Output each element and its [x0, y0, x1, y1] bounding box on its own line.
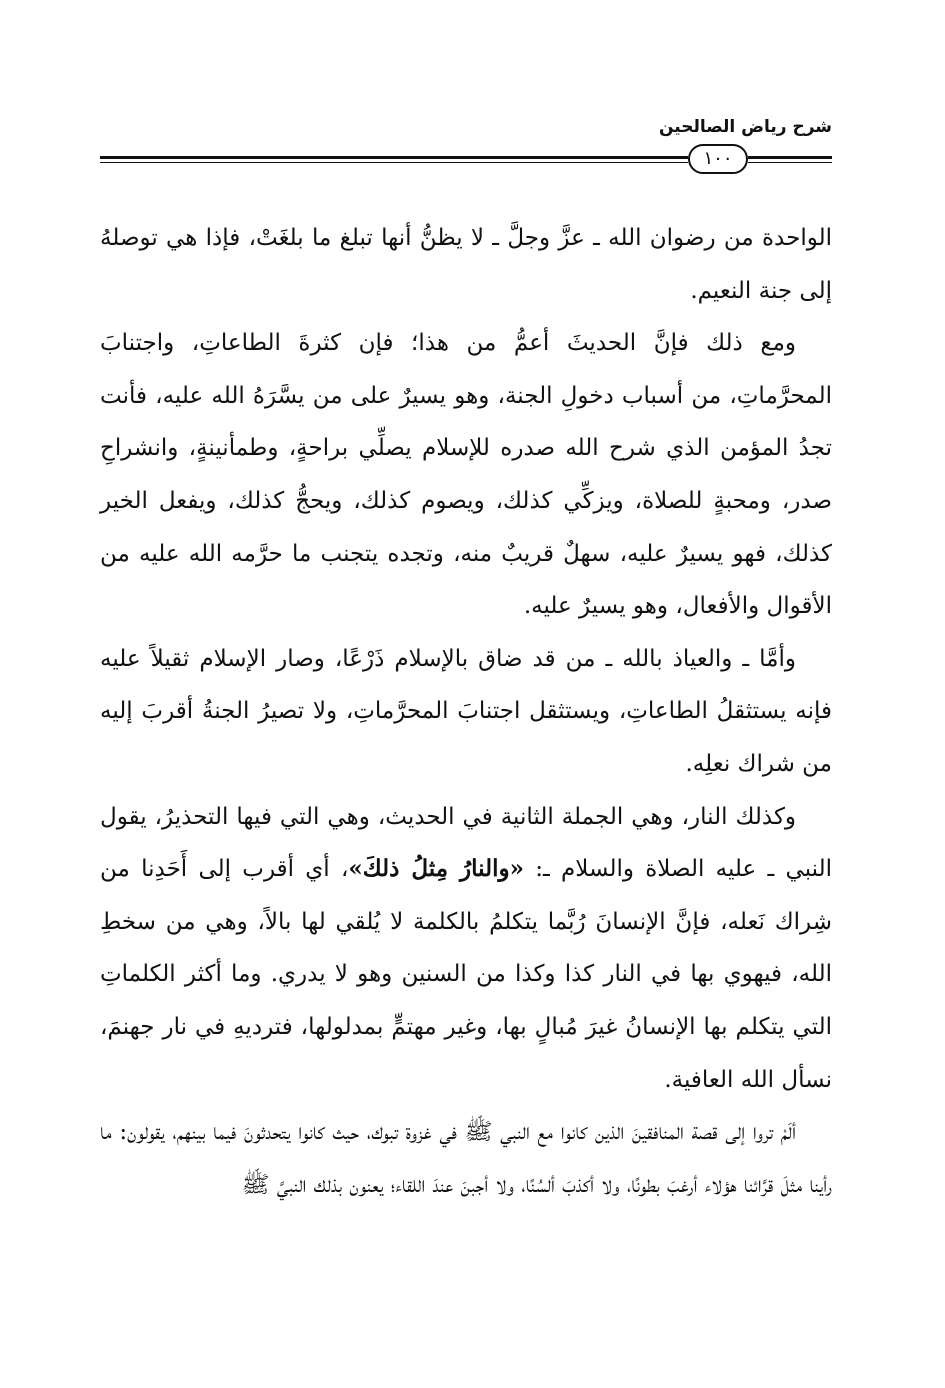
header-rule [100, 142, 832, 176]
rule-right-thin [748, 162, 832, 163]
paragraph-4 [100, 791, 832, 1107]
paragraph-3: وأمَّا ـ والعياذ بالله ـ من قد ضاق بالإسلام ذَرْعًا، وصار الإسلام ثقيلاً عليه فإنه يستثقلُ الطاعاتِ، ويستثقل اجتنابَ المحرَّماتِ، ولا تصيرُ الجنةُ أقربَ إليه من شراك نعلِه. [100, 645, 832, 777]
running-title: شرح رياض الصالحين [658, 117, 832, 137]
paragraph-4-after: ، أي أقرب إلى أَحَدِنا من شِراك نَعله، فإنَّ الإنسانَ رُبَّما يتكلمُ بالكلمة لا يُلقي لها بالاً، وهي من سخطِ الله، فيهوي بها في النار كذا وكذا من السنين وهو لا يدري. وما أكثر الكلماتِ التي يتكلم بها الإنسانُ غيرَ مُبالٍ بها، وغير مهتمٍّ بمدلولها، فترديهِ في نار جهنمَ، نسأل الله العافية. [100, 856, 832, 1093]
hadith-quote: «والنارُ مِثلُ ذلكَ» [348, 855, 524, 883]
paragraph-5: ألَمْ تروا إلى قصة المنافقينَ الذين كانوا مع النبي ﷺ في غزوة تبوك، حيث كانوا يتحدثونَ فيما بينهم، يقولون: ما رأينا مثلَ قرَّائنا هؤلاء أرغبَ بطونًا، ولا أكذبَ ألسُنًا، ولا أجبنَ عندَ اللقاء؛ يعنون بذلك النبيَّ ﷺ [100, 1119, 832, 1198]
paragraph-4-before: وكذلك النار، وهي الجملة الثانية في الحديث، وهي التي فيها التحذيرُ، يقول النبي ـ عليه الصلاة والسلام ـ: [100, 803, 832, 883]
rule-left-thick [100, 156, 688, 159]
paragraph-2: ومع ذلك فإنَّ الحديثَ أعمُّ من هذا؛ فإن كثرةَ الطاعاتِ، واجتنابَ المحرَّماتِ، من أسباب دخولِ الجنة، وهو يسيرٌ على من يسَّرَهُ الله عليه، فأنت تجدُ المؤمن الذي شرح الله صدره للإسلام يصلِّي براحةٍ، وطمأنينةٍ، وانشراحِ صدر، ومحبةٍ للصلاة، ويزكِّي كذلك، ويصوم كذلك، ويحجُّ كذلك، ويفعل الخير كذلك، فهو يسيرٌ عليه، سهلٌ قريبٌ منه، وتجده يتجنب ما حرَّمه الله عليه من الأقوال والأفعال، وهو يسيرٌ عليه. [100, 330, 832, 620]
rule-left-thin [100, 162, 688, 163]
rule-right-thick [748, 156, 832, 159]
page-number-badge: ١٠٠ [688, 144, 748, 174]
body-text [100, 212, 832, 1211]
paragraph-1: الواحدة من رضوان الله ـ عزَّ وجلَّ ـ لا يظنُّ أنها تبلغ ما بلغَتْ، فإذا هي توصلهُ إلى جنة النعيم. [100, 225, 832, 304]
page-header [100, 112, 832, 182]
